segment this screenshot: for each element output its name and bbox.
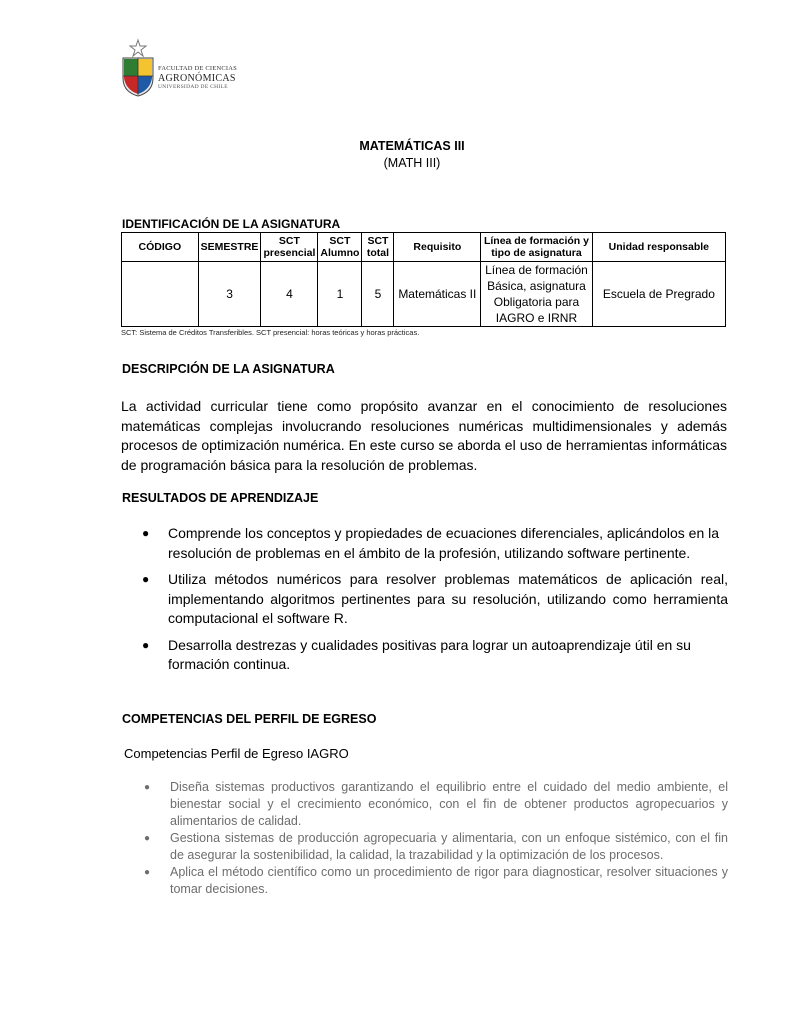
table-row bbox=[122, 262, 726, 327]
competencies-heading: COMPETENCIAS DEL PERFIL DE EGRESO bbox=[122, 712, 377, 726]
logo-line-1: FACULTAD DE CIENCIAS bbox=[158, 65, 237, 72]
header-sct-alumno: SCT Alumno bbox=[318, 233, 362, 262]
header-sct-total: SCT total bbox=[362, 233, 394, 262]
bullet-icon: ● bbox=[144, 833, 151, 844]
result-text: Desarrolla destrezas y cualidades positivas para lograr un autoaprendizaje útil en su formación continua. bbox=[168, 636, 691, 672]
bullet-icon: ● bbox=[144, 867, 151, 878]
sct-note: SCT: Sistema de Créditos Transferibles. SCT presencial: horas teóricas y horas prácticas. bbox=[121, 328, 420, 337]
header-sct-presencial: SCT presencial bbox=[261, 233, 318, 262]
results-list bbox=[140, 524, 728, 682]
list-item bbox=[140, 524, 728, 563]
cell-unidad-responsable: Escuela de Pregrado bbox=[592, 262, 725, 327]
bullet-icon: ● bbox=[142, 637, 150, 652]
identification-table bbox=[121, 232, 726, 327]
competencies-subheading: Competencias Perfil de Egreso IAGRO bbox=[124, 746, 349, 761]
list-item bbox=[144, 779, 728, 830]
header-requisito: Requisito bbox=[394, 233, 481, 262]
logo-line-3: UNIVERSIDAD DE CHILE bbox=[158, 83, 228, 90]
list-item bbox=[144, 830, 728, 864]
description-heading: DESCRIPCIÓN DE LA ASIGNATURA bbox=[122, 362, 335, 376]
header-codigo: CÓDIGO bbox=[122, 233, 199, 262]
university-crest-icon bbox=[120, 38, 156, 98]
list-item bbox=[140, 570, 728, 629]
result-text: Utiliza métodos numéricos para resolver problemas matemáticos de aplicación real, implementando algoritmos pertinentes para su resolución, utilizando como herramienta computacional el software R. bbox=[168, 571, 728, 626]
cell-requisito: Matemáticas II bbox=[394, 262, 481, 327]
page-title: MATEMÁTICAS III bbox=[359, 139, 465, 153]
competencies-list bbox=[144, 779, 728, 898]
cell-sct-alumno: 1 bbox=[318, 262, 362, 327]
cell-sct-presencial: 4 bbox=[261, 262, 318, 327]
bullet-icon: ● bbox=[144, 782, 151, 793]
header-linea-formacion: Línea de formación y tipo de asignatura bbox=[481, 233, 592, 262]
logo-line-2: AGRONÓMICAS bbox=[158, 72, 236, 84]
page-subtitle: (MATH III) bbox=[383, 156, 441, 170]
list-item bbox=[140, 636, 728, 675]
bullet-icon: ● bbox=[142, 526, 150, 540]
bullet-icon: ● bbox=[142, 572, 150, 586]
cell-linea-formacion: Línea de formación Básica, asignatura Obligatoria para IAGRO e IRNR bbox=[481, 262, 592, 327]
competency-text: Gestiona sistemas de producción agropecuaria y alimentaria, con un enfoque sistémico, con el fin de asegurar la sostenibilidad, la calidad, la trazabilidad y la optimización de los procesos. bbox=[170, 831, 728, 862]
results-heading: RESULTADOS DE APRENDIZAJE bbox=[122, 491, 319, 505]
cell-semestre: 3 bbox=[198, 262, 261, 327]
header-unidad-responsable: Unidad responsable bbox=[592, 233, 725, 262]
competency-text: Diseña sistemas productivos garantizando el equilibrio entre el cuidado del medio ambiente, el bienestar social y el crecimiento económico, con el fin de obtener productos agropecuarios y alimentarios de calidad. bbox=[170, 780, 728, 828]
faculty-logo bbox=[120, 38, 245, 98]
identification-heading: IDENTIFICACIÓN DE LA ASIGNATURA bbox=[122, 217, 341, 231]
list-item bbox=[144, 864, 728, 898]
header-semestre: SEMESTRE bbox=[198, 233, 261, 262]
result-text: Comprende los conceptos y propiedades de ecuaciones diferenciales, aplicándolos en la resolución de problemas en el ámbito de la profesión, utilizando software pertinente. bbox=[168, 525, 720, 561]
cell-codigo bbox=[122, 262, 199, 327]
description-text: La actividad curricular tiene como propósito avanzar en el conocimiento de resoluciones matemáticas complejas involucrando resoluciones numéricas multidimensionales y además procesos de optimización numérica. En este curso se aborda el uso de herramientas informáticas de programación básica para la resolución de problemas. bbox=[121, 398, 727, 473]
cell-sct-total: 5 bbox=[362, 262, 394, 327]
competency-text: Aplica el método científico como un procedimiento de rigor para diagnosticar, resolver situaciones y tomar decisiones. bbox=[170, 865, 728, 896]
table-header-row bbox=[122, 233, 726, 262]
